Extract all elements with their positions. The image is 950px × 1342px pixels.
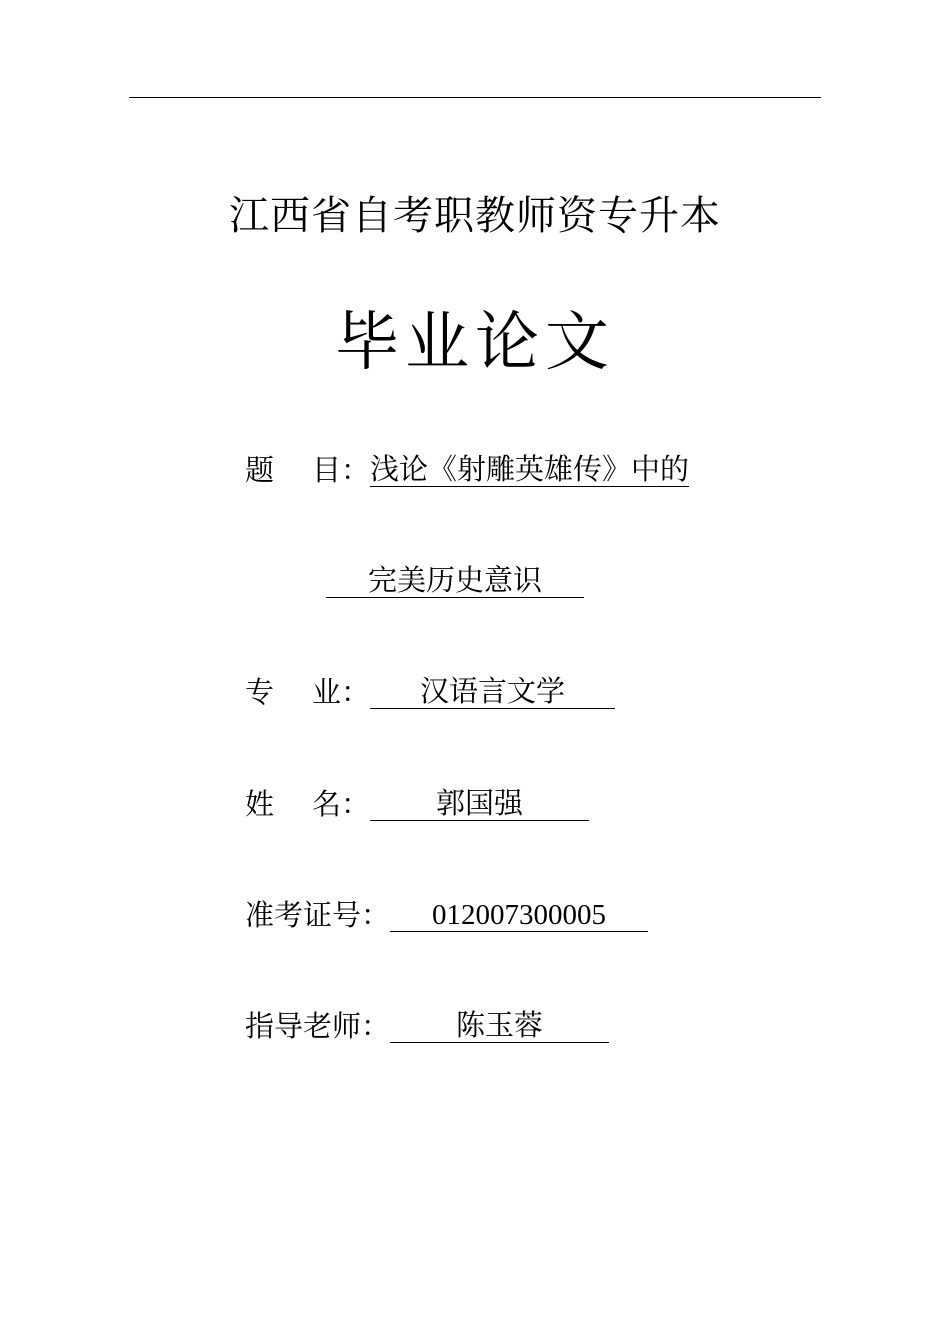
name-label-char-2: 名 xyxy=(312,787,342,821)
exam-id-value-text: 012007300005 xyxy=(432,899,607,931)
advisor-field-row xyxy=(245,1008,609,1044)
name-value xyxy=(370,786,589,821)
advisor-value-text: 陈玉蓉 xyxy=(456,1008,544,1042)
topic-value-line-2-text: 完美历史意识 xyxy=(368,563,543,597)
major-label xyxy=(245,674,341,710)
advisor-value xyxy=(390,1008,609,1043)
exam-id-value xyxy=(390,897,648,932)
topic-label-char-1: 题 xyxy=(245,453,275,487)
exam-id-field-row xyxy=(245,897,648,933)
exam-id-label: 准考证号 xyxy=(245,898,362,932)
name-label-char-1: 姓 xyxy=(245,787,275,821)
header-rule xyxy=(129,97,821,98)
name-label xyxy=(245,786,341,822)
topic-value-line-2 xyxy=(326,563,584,598)
major-label-char-1: 专 xyxy=(245,675,275,709)
major-label-char-2: 业 xyxy=(312,675,342,709)
topic-colon: ： xyxy=(341,453,371,487)
topic-label-char-2: 目 xyxy=(312,453,342,487)
major-colon: ： xyxy=(341,675,371,709)
topic-field-row xyxy=(245,452,689,488)
topic-label xyxy=(245,452,341,488)
advisor-colon: ： xyxy=(361,1009,391,1043)
major-field-row xyxy=(245,674,615,710)
exam-id-colon: ： xyxy=(361,898,391,932)
advisor-label: 指导老师 xyxy=(245,1009,362,1043)
program-subtitle: 江西省自考职教师资专升本 xyxy=(229,193,721,239)
document-title: 毕业论文 xyxy=(335,306,615,380)
major-value xyxy=(370,674,615,709)
topic-continuation-row xyxy=(326,563,584,599)
major-value-text: 汉语言文学 xyxy=(420,674,566,708)
name-value-text: 郭国强 xyxy=(436,786,524,820)
topic-value-line-1: 浅论《射雕英雄传》中的 xyxy=(370,452,690,486)
name-colon: ： xyxy=(341,787,371,821)
name-field-row xyxy=(245,786,589,822)
